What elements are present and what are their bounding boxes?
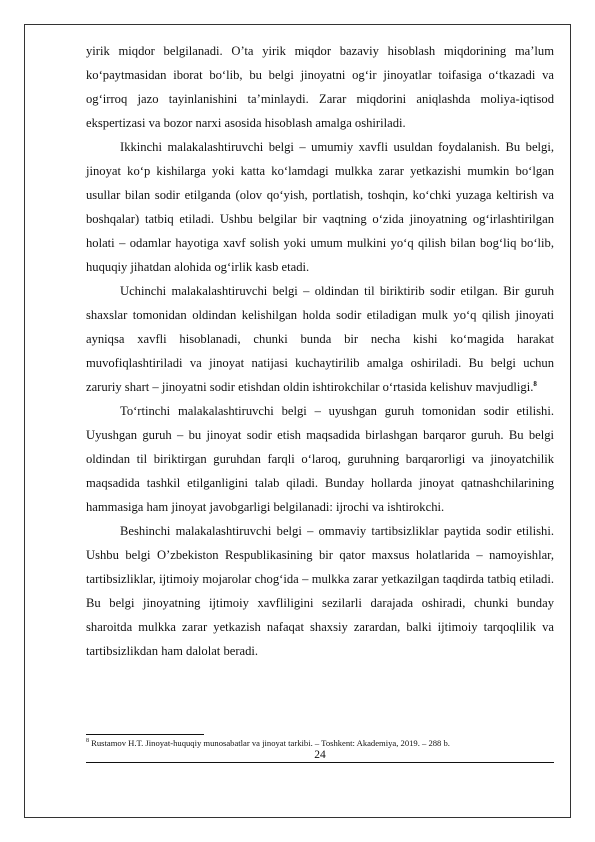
page-number: 24 [314, 749, 326, 761]
paragraph-3 [86, 279, 554, 399]
paragraph-2: Ikkinchi malakalashtiruvchi belgi – umumiy xavfli usuldan foydalanish. Bu belgi, jinoyat ko‘p kishilarga yoki katta ko‘lamdagi mulkka zarar yetkazishi mumkin bo‘lgan usullar bilan sodir etilganda (olov qo‘yish, portlatish, toshqin, ko‘chki yuzaga keltirish va boshqalar) tatbiq etiladi. Ushbu belgilar bir vaqtning o‘zida jinoyatning og‘irlashtirilgan holati – odamlar hayotiga xavf solish yoki umum mulkini yo‘q qilish bilan bog‘liq bo‘lib, huquqiy jihatdan alohida og‘irlik kasb etadi. [86, 140, 554, 274]
paragraph-5: Beshinchi malakalashtiruvchi belgi – ommaviy tartibsizliklar paytida sodir etilishi. Ushbu belgi O’zbekiston Respublikasining bir qator maxsus holatlarida – namoyishlar, tartibsizliklar, ijtimoiy mojarolar chog‘ida – mulkka zarar yetkazilgan taqdirda tatbiq etiladi. Bu belgi jinoyatning ijtimoiy xavfliligini sezilarli darajada oshiradi, chunki bunday sharoitda mulkka zarar yetkazish nafaqat shaxsiy zarardan, balki ijtimoiy tarqoqlilik va tartibsizlikdan ham dalolat beradi. [86, 524, 554, 658]
page-number-rule [86, 762, 554, 763]
footnote-text: Rustamov H.T. Jinoyat-huquqiy munosabatlar va jinoyat tarkibi. – Toshkent: Akademiya, 2019. – 288 b. [91, 738, 450, 748]
paragraph-4: To‘rtinchi malakalashtiruvchi belgi – uyushgan guruh tomonidan sodir etilishi. Uyushgan guruh – bu jinoyat sodir etish maqsadida birlashgan barqaror guruh. Bu belgi oldindan til biriktirgan guruhdan farqli o‘laroq, guruhning barqarorligi va jinoyatchilik maqsadida tashkil etilganligini talab qiladi. Bunday hollarda jinoyat qatnashchilarining hammasiga ham jinoyat javobgarligi belgilanadi: ijrochi va ishtirokchi. [86, 404, 554, 514]
footnote-number: 8 [86, 738, 89, 745]
body-text [86, 39, 554, 663]
footnote-separator [86, 734, 204, 735]
paragraph-3-text: Uchinchi malakalashtiruvchi belgi – oldindan til biriktirib sodir etilgan. Bir guruh shaxslar tomonidan oldindan kelishilgan holda sodir etiladigan mulk yo‘q qilish jinoyati ayniqsa xavfli hisoblanadi, chunki bunda bir necha kishi ko‘magida harakat muvofiqlashtiriladi va jinoyat natijasi kuchaytirilib amalga oshiriladi. Bu belgi uchun zaruriy shart – jinoyatni sodir etishdan oldin ishtirokchilar o‘rtasida kelishuv mavjudligi. [86, 284, 554, 394]
footnote [86, 738, 554, 749]
paragraph-1: yirik miqdor belgilanadi. O’ta yirik miqdor bazaviy hisoblash miqdorining ma’lum ko‘paytmasidan iborat bo‘lib, bu belgi jinoyatni og‘ir jinoyatlar toifasiga o‘tkazadi va og‘irroq jazo tayinlanishini ta’minlaydi. Zarar miqdorini aniqlashda moliya-iqtisod ekspertizasi va bozor narxi asosida hisoblash amalga oshiriladi. [86, 44, 554, 130]
footnote-reference[interactable]: 8 [533, 379, 537, 388]
